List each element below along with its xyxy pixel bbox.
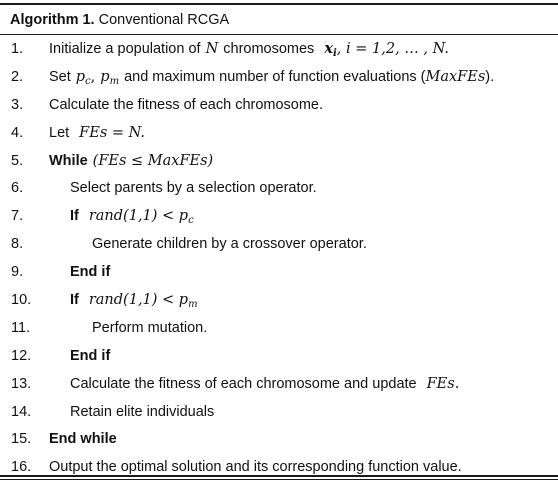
step-number: 16. bbox=[11, 459, 32, 476]
step-2 bbox=[0, 63, 558, 91]
step-1-math-rest: , i = 1,2, … , N. bbox=[336, 41, 449, 58]
step-4-math: FEs = N. bbox=[79, 124, 145, 141]
step-7-math bbox=[88, 208, 194, 227]
bottom-rule bbox=[0, 475, 558, 477]
step-2-pc bbox=[76, 69, 91, 85]
step-1-math-n: N bbox=[205, 41, 219, 58]
while-keyword: While bbox=[49, 152, 88, 169]
step-10-math bbox=[89, 292, 198, 308]
step-number: 3. bbox=[11, 96, 24, 113]
step-2-pc-base: p bbox=[75, 68, 86, 85]
if-keyword: If bbox=[70, 208, 79, 225]
step-text: Retain elite individuals bbox=[70, 403, 215, 420]
step-2-pm-sub: m bbox=[109, 75, 120, 87]
step-2-text-a: Set bbox=[49, 68, 71, 85]
step-1-math-x-sub: i bbox=[332, 48, 337, 60]
step-13-math: FEs. bbox=[426, 375, 460, 392]
step-9 bbox=[0, 258, 558, 286]
step-5-math: (FEs ≤ MaxFEs) bbox=[92, 152, 214, 169]
if-keyword: If bbox=[70, 291, 79, 308]
step-text bbox=[49, 125, 145, 141]
step-number: 5. bbox=[11, 152, 24, 169]
step-11 bbox=[0, 314, 558, 342]
step-text: Output the optimal solution and its corresponding function value. bbox=[49, 459, 462, 476]
step-number: 7. bbox=[11, 208, 24, 225]
step-number: 10. bbox=[11, 291, 32, 308]
step-10 bbox=[0, 286, 558, 314]
step-13 bbox=[0, 370, 558, 398]
step-number: 15. bbox=[11, 431, 32, 448]
step-number: 9. bbox=[11, 264, 24, 281]
step-1-math-x bbox=[324, 40, 337, 60]
algorithm-title bbox=[0, 5, 558, 34]
bottom-rule-thin bbox=[0, 479, 558, 480]
step-text: Generate children by a crossover operator. bbox=[92, 236, 367, 253]
step-4 bbox=[0, 119, 558, 147]
step-text bbox=[70, 208, 194, 227]
step-2-text-b: and maximum number of function evaluations ( bbox=[124, 68, 426, 85]
step-number: 11. bbox=[11, 319, 31, 336]
step-number: 4. bbox=[11, 124, 24, 141]
step-1-math-x-base: x bbox=[324, 40, 333, 58]
step-1 bbox=[0, 35, 558, 63]
step-7-math-sub: c bbox=[188, 215, 194, 227]
step-2-maxfes: MaxFEs bbox=[425, 68, 486, 85]
step-1-text-a: Initialize a population of bbox=[49, 41, 201, 58]
step-2-comma: , bbox=[90, 68, 96, 85]
step-number: 13. bbox=[11, 375, 32, 392]
step-2-text-c: ). bbox=[485, 68, 495, 85]
step-15 bbox=[0, 425, 558, 453]
step-text: Select parents by a selection operator. bbox=[70, 180, 317, 197]
step-2-pm bbox=[100, 69, 119, 85]
step-number: 2. bbox=[11, 68, 24, 85]
step-5 bbox=[0, 147, 558, 175]
end-if-keyword: End if bbox=[70, 264, 111, 281]
step-text bbox=[49, 69, 494, 85]
algorithm-title-label: Algorithm 1. bbox=[10, 11, 95, 28]
step-text bbox=[70, 376, 459, 392]
step-text bbox=[70, 292, 198, 308]
step-1-text-b: chromosomes bbox=[223, 41, 315, 58]
step-12 bbox=[0, 342, 558, 370]
step-text: Calculate the fitness of each chromosome. bbox=[49, 96, 324, 113]
step-text: Perform mutation. bbox=[92, 319, 208, 336]
end-while-keyword: End while bbox=[49, 431, 117, 448]
step-number: 6. bbox=[11, 180, 24, 197]
step-13-text: Calculate the fitness of each chromosome and update bbox=[70, 375, 417, 392]
step-number: 8. bbox=[11, 236, 24, 253]
end-if-keyword: End if bbox=[70, 347, 111, 364]
step-number: 12. bbox=[11, 347, 32, 364]
step-number: 1. bbox=[11, 40, 24, 57]
step-6 bbox=[0, 174, 558, 202]
step-2-pm-base: p bbox=[100, 68, 110, 85]
step-7 bbox=[0, 202, 558, 230]
step-14 bbox=[0, 398, 558, 426]
step-number: 14. bbox=[11, 403, 32, 420]
step-8 bbox=[0, 230, 558, 258]
step-text bbox=[49, 40, 449, 60]
step-3 bbox=[0, 91, 558, 119]
step-text bbox=[49, 153, 213, 169]
step-2-pc-sub: c bbox=[85, 75, 91, 87]
algorithm-title-name: Conventional RCGA bbox=[98, 11, 230, 28]
step-10-math-sub: m bbox=[188, 298, 198, 310]
algorithm-steps bbox=[0, 35, 558, 481]
step-4-text: Let bbox=[49, 124, 70, 141]
step-7-math-base: rand(1,1) < p bbox=[88, 208, 189, 225]
step-10-math-base: rand(1,1) < p bbox=[88, 291, 189, 308]
